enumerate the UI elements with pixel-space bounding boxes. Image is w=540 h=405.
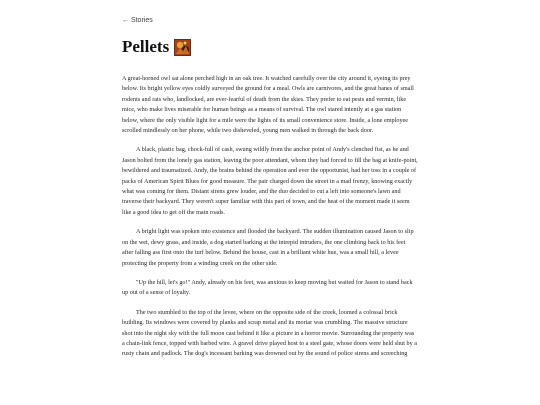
story-paragraph: The two stumbled to the top of the levee, where on the opposite side of the creek, loomed a colossal brick building. Its windows were covered by planks and scrap metal and its mortar was crumbling. The massive structure shot into the night sky with the full moon cast behind it like a picture in a horror movie. Surrounding the property was a chain-link fence, topped with barbed wire. A gravel drive played host to a steel gate, whose doors were held shut by a rusty chain and padlock. The dog's incessant barking was drowned out by the sound of police sirens and screeching	[122, 308, 418, 358]
back-to-stories-link[interactable]: ← Stories	[122, 17, 153, 24]
story-title: Pellets	[122, 37, 170, 56]
story-paragraph: A black, plastic bag, chock-full of cash, swung wildly from the anchor point of Andy's clenched fist, as he and Jason bolted from the lonely gas station, leaving the poor attendant, whom they had forced to fill the bag at knife-point, bewildered and traumatized. Andy, the brains behind the operation and ever the opportunist, had her toss in a couple of packs of American Spirit Blues for good measure. The pair charged down the street in a mad frenzy, knowing exactly what was coming for them. Distant sirens grew louder, and the duo decided to cut a left into someone's lawn and traverse their backyard. They weren't super familiar with this part of town, and the heat of the moment made it seem like a good idea to get off the main roads.	[122, 146, 418, 216]
title-row	[122, 37, 191, 57]
story-cover-icon	[174, 39, 191, 56]
story-paragraph: "Up the hill, let's go!" Andy, already on his feet, was anxious to keep moving but waited for Jason to stand back up out of a sense of loyalty.	[122, 278, 413, 297]
story-body	[122, 74, 418, 369]
story-paragraph: A bright light was spoken into existence and flooded the backyard. The sudden illumination caused Jason to slip on the wet, dewy grass, and inside, a dog started barking at the intrepid intruders, the one climbing back to his feet after falling ass first onto the turf below. Behind the house, cast in a brilliant white hue, was a small hill, a levee protecting the property from a winding creek on the other side.	[122, 228, 414, 267]
story-paragraph: A great-horned owl sat alone perched high in an oak tree. It watched carefully over the city around it, eyeing its prey below. Its bright yellow eyes coldly surveyed the ground for a meal. Owls are carnivores, and the great banes of small rodents and rats who, landlocked, are ever-fearful of death from the skies. They prefer to eat pests and vermin, like mice, who make lives miserable for human beings as a means of survival. The owl stared intently at a gas station below, where the only visible light for a mile were the lights of its small convenience store. Inside, a lone employee scrolled mindlessly on her phone, while two disheveled, young men walked in through the back door.	[122, 75, 414, 135]
